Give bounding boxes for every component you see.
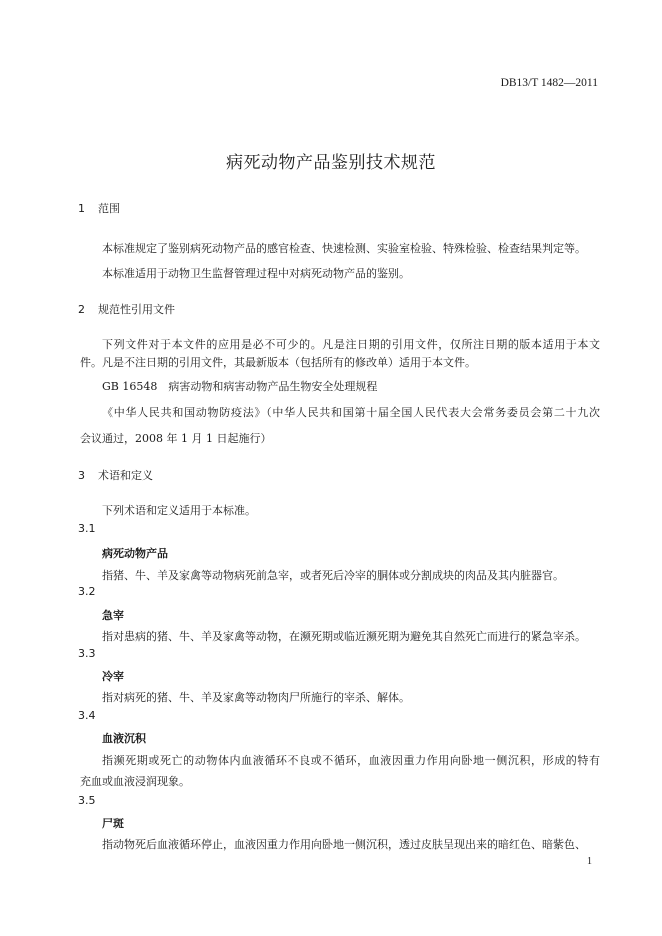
term-definition: 指对病死的猪、牛、羊及家禽等动物肉尸所施行的宰杀、解体。 [102, 691, 410, 704]
section-number: 1 [78, 202, 85, 215]
page-number: 1 [587, 856, 592, 867]
section-title: 规范性引用文件 [98, 303, 175, 316]
section-number: 2 [78, 303, 85, 316]
term-title: 尸斑 [102, 817, 124, 830]
section-heading-scope [78, 200, 120, 216]
section-number: 3 [78, 469, 85, 482]
term-definition-line-1: 指濒死期或死亡的动物体内血液循环不良或不循环，血液因重力作用向卧地一侧沉积，形成的特有 [102, 754, 600, 767]
reference-gb16548: GB 16548 病害动物和病害动物产品生物安全处理规程 [102, 380, 378, 393]
section-heading-terms [78, 467, 153, 483]
reference-law-line-2: 会议通过，2008 年 1 月 1 日起施行） [80, 432, 272, 445]
term-definition: 指对患病的猪、牛、羊及家禽等动物，在濒死期或临近濒死期为避免其自然死亡而进行的紧急宰杀。 [102, 630, 586, 643]
term-title: 急宰 [102, 609, 124, 622]
term-definition-line-2: 充血或血液浸润现象。 [80, 775, 190, 788]
term-definition: 指猪、牛、羊及家禽等动物病死前急宰，或者死后冷宰的胴体或分割成块的肉品及其内脏器官。 [102, 569, 564, 582]
reference-law-line-1: 《中华人民共和国动物防疫法》（中华人民共和国第十届全国人民代表大会常务委员会第二十九次 [102, 406, 600, 419]
terms-intro: 下列术语和定义适用于本标准。 [102, 504, 256, 517]
term-title: 冷宰 [102, 670, 124, 683]
page-title: 病死动物产品鉴别技术规范 [226, 153, 436, 173]
term-number: 3.2 [78, 585, 96, 598]
term-number: 3.4 [78, 709, 96, 722]
term-number: 3.1 [78, 522, 96, 535]
term-number: 3.3 [78, 647, 96, 660]
term-title: 病死动物产品 [102, 547, 168, 560]
refs-paragraph-line-2: 件。凡是不注日期的引用文件，其最新版本（包括所有的修改单）适用于本文件。 [80, 356, 476, 369]
term-title: 血液沉积 [102, 732, 146, 745]
section-title: 术语和定义 [98, 469, 153, 482]
document-number: DB13/T 1482—2011 [500, 77, 598, 89]
section-heading-refs [78, 301, 175, 317]
term-definition: 指动物死后血液循环停止，血液因重力作用向卧地一侧沉积，透过皮肤呈现出来的暗红色、暗紫色、 [102, 838, 586, 851]
section-title: 范围 [98, 202, 120, 215]
scope-paragraph-1: 本标准规定了鉴别病死动物产品的感官检查、快速检测、实验室检验、特殊检验、检查结果判定等。 [102, 242, 586, 255]
refs-paragraph-line-1: 下列文件对于本文件的应用是必不可少的。凡是注日期的引用文件，仅所注日期的版本适用于本文 [102, 338, 600, 351]
scope-paragraph-2: 本标准适用于动物卫生监督管理过程中对病死动物产品的鉴别。 [102, 267, 410, 280]
term-number: 3.5 [78, 794, 96, 807]
